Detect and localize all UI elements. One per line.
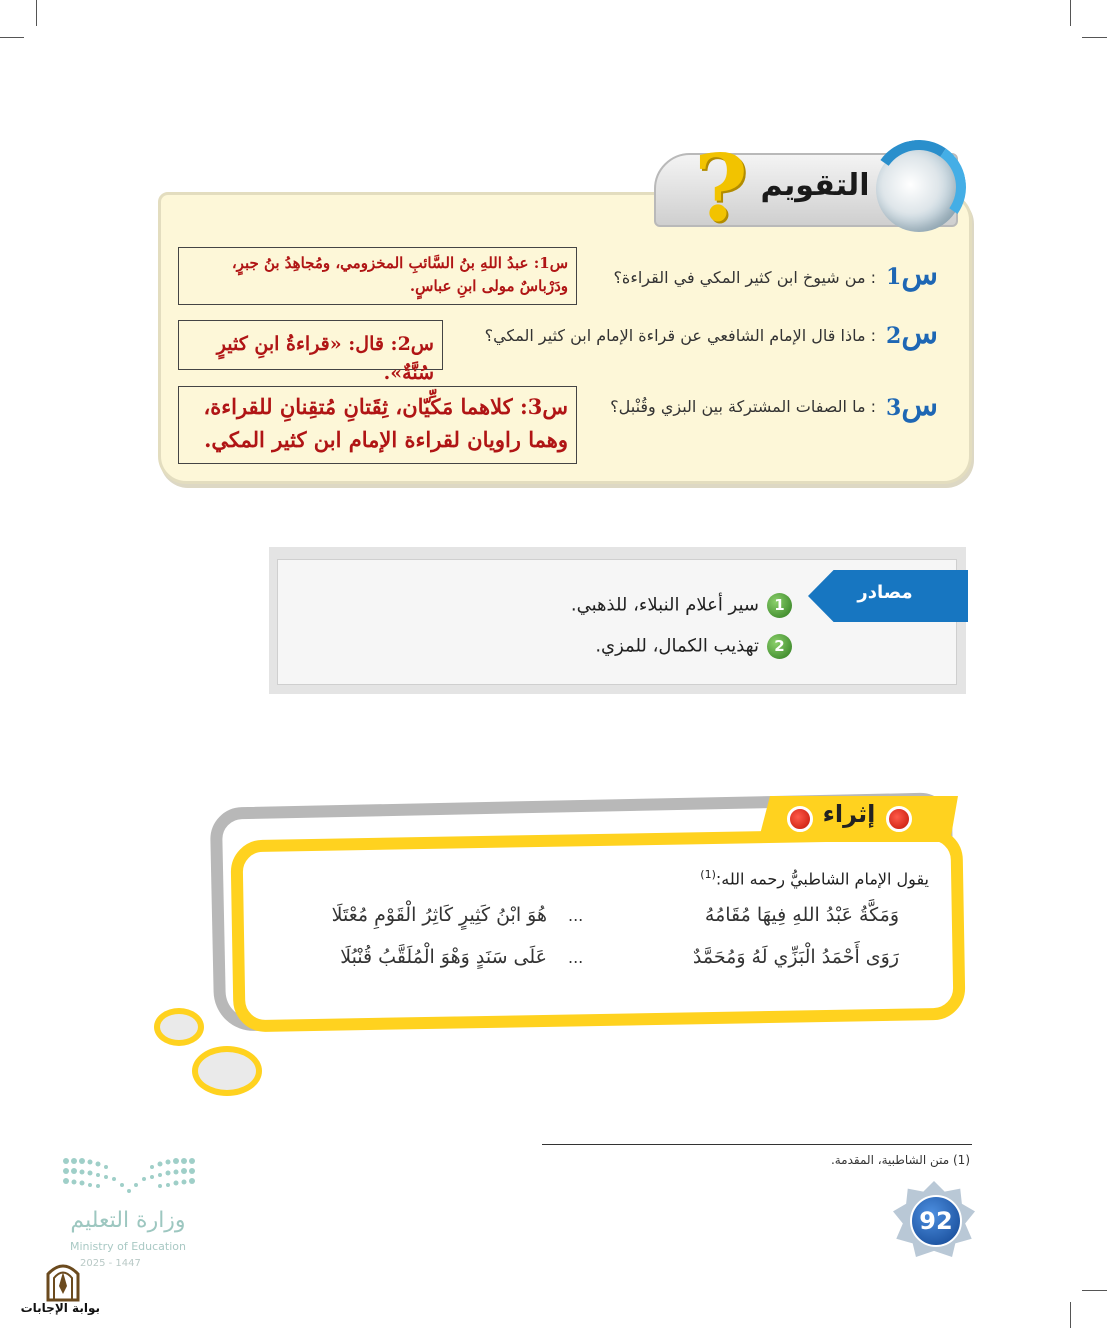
crop-mark — [1082, 1290, 1107, 1291]
answer-box — [178, 247, 577, 305]
verse-separator: ... — [568, 906, 584, 925]
question-mark-icon: ? — [694, 134, 748, 242]
crop-mark — [1070, 1302, 1071, 1328]
red-dot-icon — [886, 806, 912, 832]
source-item — [595, 634, 792, 659]
question-text: : من شيوخ ابن كثير المكي في القراءة؟ — [613, 268, 876, 287]
portal-logo-icon — [42, 1258, 84, 1302]
footnote-divider — [542, 1144, 972, 1145]
question-badge: س1 — [886, 257, 938, 292]
answer-line: وهما راويان لقراءة الإمام ابن كثير المكي. — [204, 426, 568, 452]
verse-second-half: عَلَى سَنَدٍ وَهْوَ الْمُلَقَّبُ قُنْبُلَا — [340, 946, 547, 968]
answer-line: س3: كلاهما مَكِّيّان، ثِقَتانِ مُتقِنانِ للقراءة، — [203, 394, 568, 419]
footnote: (1) متن الشاطبية، المقدمة. — [830, 1153, 970, 1167]
question-badge: س3 — [886, 388, 938, 423]
answer-box — [178, 386, 577, 464]
verse-first-half: رَوَى أَحْمَدُ الْبَزِّي لَهُ وَمُحَمَّدٌ — [692, 946, 899, 968]
answer-line: س2: قال: «قراءةُ ابنِ كثيرٍ سُنَّةٌ». — [216, 333, 434, 385]
ministry-logo-icon — [62, 1155, 196, 1197]
source-text: تهذيب الكمال، للمزي. — [595, 635, 759, 657]
verse-second-half: هُوَ ابْنُ كَثِيرٍ كَاثِرُ الْقَوْمِ مُعْتَلَا — [331, 904, 547, 926]
thought-bubble — [192, 1046, 262, 1096]
enrichment-intro — [700, 868, 929, 888]
source-number-badge: 1 — [767, 593, 792, 618]
crop-mark — [36, 0, 37, 26]
crop-mark — [1070, 0, 1071, 26]
evaluation-title: التقويم — [760, 168, 870, 203]
answer-box — [178, 320, 443, 385]
question-text: : ماذا قال الإمام الشافعي عن قراءة الإمام ابن كثير المكي؟ — [484, 326, 876, 345]
page-number: 92 — [910, 1195, 962, 1247]
intro-text: يقول الإمام الشاطبيُّ رحمه الله: — [715, 869, 929, 889]
thought-bubble — [154, 1008, 204, 1046]
portal-name: بوابة الإجابات — [20, 1301, 100, 1315]
enrichment-title: إثراء — [822, 800, 876, 828]
answer-line: س1: عبدُ اللهِ بنُ السَّائبِ المخزومي، ومُجاهِدُ بنُ جبرٍ، — [231, 254, 568, 272]
sources-label: مصادر — [857, 582, 913, 603]
verse-separator: ... — [568, 948, 584, 967]
source-number-badge: 2 — [767, 634, 792, 659]
crop-mark — [1082, 37, 1107, 38]
footnote-ref: (1) — [700, 868, 716, 881]
ministry-year: 2025 - 1447 — [80, 1258, 141, 1269]
source-item — [571, 593, 792, 618]
question-badge: س2 — [886, 316, 938, 351]
enrichment-frame — [230, 828, 965, 1033]
ministry-name-english: Ministry of Education — [69, 1240, 186, 1253]
verse-first-half: وَمَكَّةُ عَبْدُ اللهِ فِيهَا مُقَامُهُ — [704, 904, 899, 926]
question-text: : ما الصفات المشتركة بين البزي وقُنْبل؟ — [610, 397, 876, 416]
ministry-name-arabic: وزارة التعليم — [70, 1208, 186, 1233]
source-text: سير أعلام النبلاء، للذهبي. — [570, 594, 759, 616]
crop-mark — [0, 37, 24, 38]
answer-line: ودَرْباسٌ مولى ابنِ عباسٍ. — [409, 277, 568, 296]
